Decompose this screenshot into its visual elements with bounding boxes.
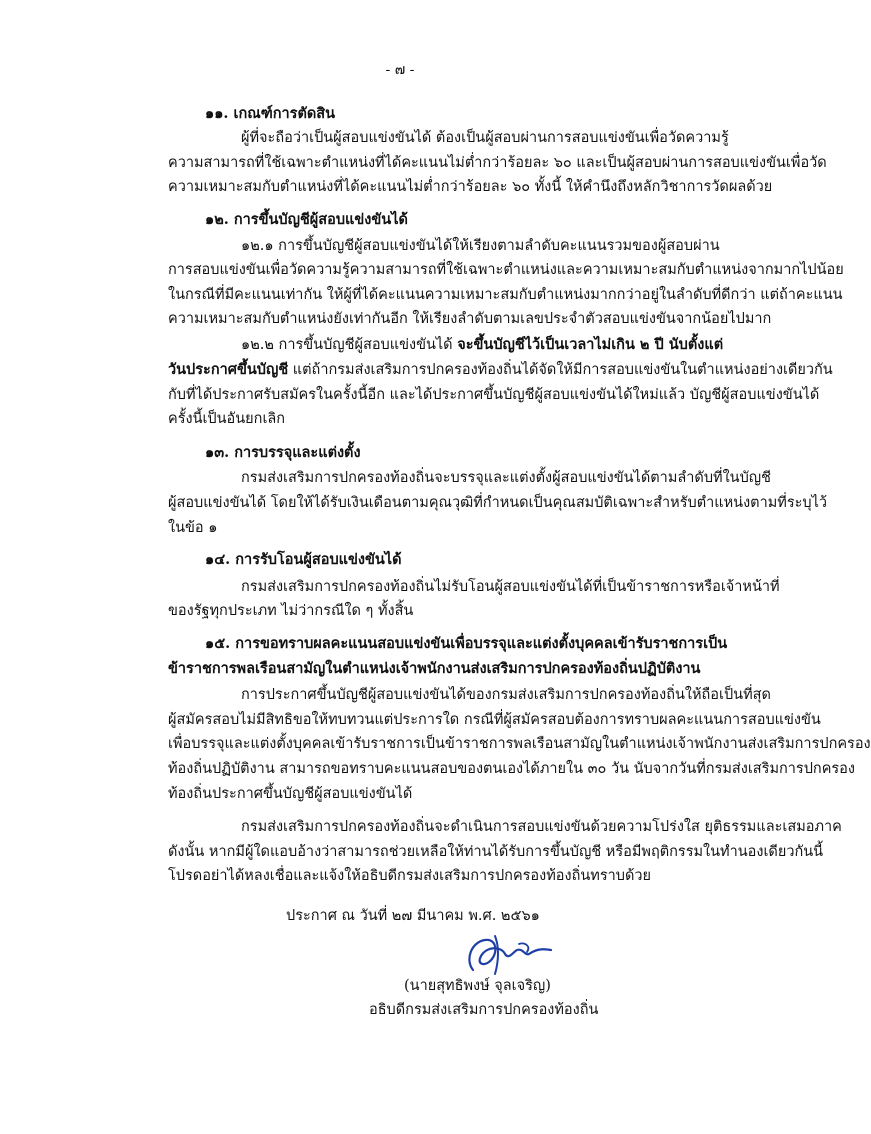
section-15-line-5: ท้องถิ่นประกาศขึ้นบัญชีผู้สอบแข่งขันได้	[168, 786, 413, 802]
section-12-p1-line-3: ในกรณีที่มีคะแนนเท่ากัน ให้ผู้ที่ได้คะแนนความเหมาะสมกับตำแหน่งมากกว่าอยู่ในลำดับที่ดีกว่า แต่ถ้าคะแนน	[168, 287, 843, 303]
section-12-p2-line-2-bold: วันประกาศขึ้นบัญชี	[168, 361, 289, 378]
section-12-p2-line-4: ครั้งนี้เป็นอันยกเลิก	[168, 411, 286, 427]
section-11-heading: ๑๑. เกณฑ์การตัดสิน	[205, 105, 336, 122]
announce-date: ประกาศ ณ วันที่ ๒๗ มีนาคม พ.ศ. ๒๕๖๑	[286, 908, 540, 924]
section-15-heading-line-1: ๑๕. การขอทราบผลคะแนนสอบแข่งขันเพื่อบรรจุและแต่งตั้งบุคคลเข้ารับราชการเป็น	[205, 635, 728, 652]
section-12-p1-line-2: การสอบแข่งขันเพื่อวัดความรู้ความสามารถที่ใช้เฉพาะตำแหน่งและความเหมาะสมกับตำแหน่งจากมากไปน้อย	[168, 262, 844, 278]
section-11-line-1: ผู้ที่จะถือว่าเป็นผู้สอบแข่งขันได้ ต้องเป็นผู้สอบผ่านการสอบแข่งขันเพื่อวัดความรู้	[241, 130, 729, 146]
signature-stroke-1	[469, 940, 551, 970]
section-13-line-3: ในข้อ ๑	[168, 520, 218, 536]
section-12-p2-line-3: กับที่ได้ประกาศรับสมัครในครั้งนี้อีก และได้ประกาศขึ้นบัญชีผู้สอบแข่งขันได้ใหม่แล้ว บัญชีผู้สอบแข่งขันได้	[168, 387, 820, 403]
section-12-p2-line-1-bold: จะขึ้นบัญชีไว้เป็นเวลาไม่เกิน ๒ ปี นับตั้งแต่	[457, 336, 724, 353]
closing-line-3: โปรดอย่าได้หลงเชื่อและแจ้งให้อธิบดีกรมส่งเสริมการปกครองท้องถิ่นทราบด้วย	[168, 868, 652, 884]
section-11-line-3: ความเหมาะสมกับตำแหน่งที่ได้คะแนนไม่ต่ำกว่าร้อยละ ๖๐ ทั้งนี้ ให้คำนึงถึงหลักวิชาการวัดผลด้วย	[168, 179, 773, 195]
signatory-title: อธิบดีกรมส่งเสริมการปกครองท้องถิ่น	[369, 1002, 599, 1018]
section-14-line-1: กรมส่งเสริมการปกครองท้องถิ่นไม่รับโอนผู้สอบแข่งขันได้ที่เป็นข้าราชการหรือเจ้าหน้าที่	[241, 579, 780, 595]
closing-line-2: ดังนั้น หากมีผู้ใดแอบอ้างว่าสามารถช่วยเหลือให้ท่านได้รับการขึ้นบัญชี หรือมีพฤติกรรมในทำนองเดียวกันนี้	[168, 844, 824, 860]
section-15-line-4: ท้องถิ่นปฏิบัติงาน สามารถขอทราบคะแนนสอบของตนเองได้ภายใน ๓๐ วัน นับจากวันที่กรมส่งเสริมการปกครอง	[168, 761, 855, 777]
section-13-heading: ๑๓. การบรรจุและแต่งตั้ง	[205, 444, 361, 461]
section-12-p2-line-2	[168, 360, 833, 380]
section-13-line-2: ผู้สอบแข่งขันได้ โดยให้ได้รับเงินเดือนตามคุณวุฒิที่กำหนดเป็นคุณสมบัติเฉพาะสำหรับตำแหน่งตามที่ระบุไว้	[168, 495, 828, 511]
section-15-line-3: เพื่อบรรจุและแต่งตั้งบุคคลเข้ารับราชการเป็นข้าราชการพลเรือนสามัญในตำแหน่งเจ้าพนักงานส่งเสริมการปกครอง	[168, 736, 871, 752]
section-12-p2-line-1-normal: ๑๒.๒ การขึ้นบัญชีผู้สอบแข่งขันได้	[241, 337, 458, 353]
section-12-p1-line-4: ความเหมาะสมกับตำแหน่งยังเท่ากันอีก ให้เรียงลำดับตามเลขประจำตัวสอบแข่งขันจากน้อยไปมาก	[168, 311, 772, 327]
section-15-heading-line-2: ข้าราชการพลเรือนสามัญในตำแหน่งเจ้าพนักงานส่งเสริมการปกครองท้องถิ่นปฏิบัติงาน	[168, 660, 701, 677]
signatory-name: (นายสุทธิพงษ์ จุลเจริญ)	[404, 978, 551, 994]
section-12-p1-line-1: ๑๒.๑ การขึ้นบัญชีผู้สอบแข่งขันได้ให้เรียงตามลำดับคะแนนรวมของผู้สอบผ่าน	[241, 238, 720, 254]
section-12-p2-line-2-normal: แต่ถ้ากรมส่งเสริมการปกครองท้องถิ่นได้จัดให้มีการสอบแข่งขันในตำแหน่งอย่างเดียวกัน	[288, 362, 833, 378]
section-15-line-1: การประกาศขึ้นบัญชีผู้สอบแข่งขันได้ของกรมส่งเสริมการปกครองท้องถิ่นให้ถือเป็นที่สุด	[241, 687, 771, 703]
section-11-line-2: ความสามารถที่ใช้เฉพาะตำแหน่งที่ได้คะแนนไม่ต่ำกว่าร้อยละ ๖๐ และเป็นผู้สอบผ่านการสอบแข่งขันเพื่อวัด	[168, 155, 827, 171]
section-12-heading: ๑๒. การขึ้นบัญชีผู้สอบแข่งขันได้	[205, 211, 408, 228]
section-13-line-1: กรมส่งเสริมการปกครองท้องถิ่นจะบรรจุและแต่งตั้งผู้สอบแข่งขันได้ตามลำดับที่ในบัญชี	[241, 470, 771, 486]
section-14-heading: ๑๔. การรับโอนผู้สอบแข่งขันได้	[205, 551, 402, 568]
section-14-line-2: ของรัฐทุกประเภท ไม่ว่ากรณีใด ๆ ทั้งสิ้น	[168, 603, 414, 619]
closing-line-1: กรมส่งเสริมการปกครองท้องถิ่นจะดำเนินการสอบแข่งขันด้วยความโปร่งใส ยุติธรรมและเสมอภาค	[241, 819, 842, 835]
section-15-line-2: ผู้สมัครสอบไม่มีสิทธิขอให้ทบทวนแต่ประการใด กรณีที่ผู้สมัครสอบต้องการทราบผลคะแนนการสอบแข่งขัน	[168, 712, 821, 728]
section-12-p2-line-1	[241, 335, 723, 355]
page-number: - ๗ -	[385, 62, 415, 78]
signature-mark	[455, 930, 565, 980]
